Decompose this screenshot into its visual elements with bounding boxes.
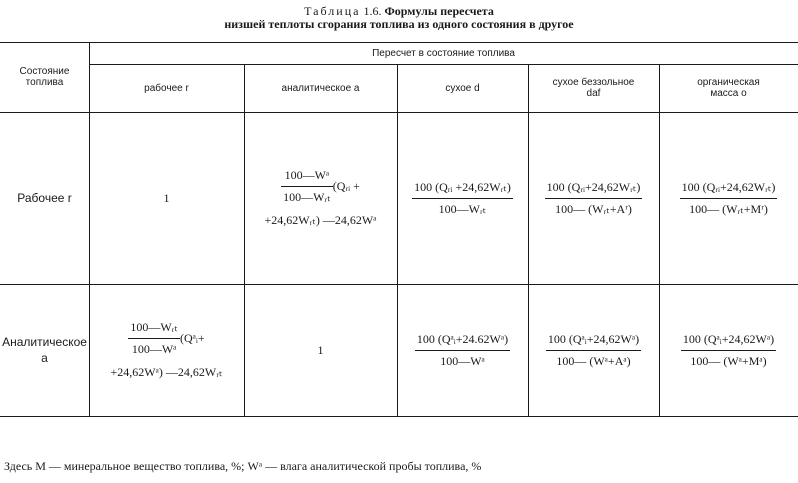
formula-denominator: 100— (Wᵣₜ+Aʳ) [555, 201, 632, 216]
header-state: Состояние топлива [19, 66, 70, 88]
formula [265, 168, 377, 228]
formula-numerator: 100 (Qᵃᵢ+24,62Wᵃ) [547, 331, 640, 346]
fraction-bar [415, 350, 510, 351]
cell-analytical-working [89, 284, 244, 416]
formula-fraction [281, 168, 333, 205]
row-label-analytical: Аналитическое a [2, 335, 87, 365]
formula-fraction [545, 180, 643, 217]
header-col-dry-ashfree: сухое беззольное daf [552, 77, 635, 99]
formula-tail: +24,62Wᵃ) —24,62Wᵣₜ [110, 365, 223, 379]
fraction-bar [128, 338, 180, 339]
formula-table [0, 40, 798, 418]
cell-working-working [89, 112, 244, 284]
formula-head: (Qᵃᵢ+ [179, 331, 205, 345]
fraction-bar [281, 186, 333, 187]
table-title: низшей теплоты сгорания топлива из одного состояния в другое [224, 17, 574, 31]
formula-denominator: 100—Wᵃ [440, 353, 485, 368]
fraction-bar [546, 350, 641, 351]
formula-fraction [415, 332, 510, 369]
formula-fraction [128, 320, 180, 357]
formula-numerator: 100—Wᵣₜ [130, 320, 178, 334]
header-group: Пересчет в состояние топлива [372, 47, 515, 59]
row-label-working: Рабочее r [17, 191, 72, 205]
cell-analytical-analytical [244, 284, 397, 416]
formula-numerator: 100 (Qᵃᵢ+24.62Wᵃ) [416, 331, 509, 346]
identity-value: 1 [317, 342, 324, 357]
formula-numerator: 100 (Qᵣᵢ +24,62Wᵣₜ) [414, 179, 511, 194]
header-col-dry: сухое d [445, 82, 480, 94]
rule-bottom [0, 416, 798, 417]
formula-head: (Qᵣᵢ + [332, 179, 360, 193]
cell-working-dry [397, 112, 528, 284]
formula-denominator: 100— (Wᵃ+Aᵃ) [556, 353, 631, 368]
fraction-bar [681, 350, 776, 351]
formula-fraction [546, 332, 641, 369]
cell-working-analytical [244, 112, 397, 284]
formula-fraction [412, 180, 513, 217]
cell-analytical-organic [659, 284, 798, 416]
formula [111, 320, 223, 380]
formula-denominator: 100—Wᵣₜ [283, 190, 331, 204]
cell-analytical-daf [528, 284, 659, 416]
formula-denominator: 100—Wᵣₜ [438, 201, 487, 216]
table-number: Таблица 1.6. Формулы пересчета [304, 4, 494, 18]
formula-numerator: 100 (Qᵃᵢ+24,62Wᵃ) [682, 331, 775, 346]
identity-value: 1 [163, 190, 170, 205]
formula-numerator: 100 (Qᵣᵢ+24,62Wᵣₜ) [546, 179, 641, 194]
header-col-working: рабочее r [144, 82, 189, 94]
header-col-analytical: аналитическое a [281, 82, 360, 94]
formula-tail: +24,62Wᵣₜ) —24,62Wᵃ [264, 213, 377, 227]
formula-numerator: 100—Wᵃ [284, 168, 330, 182]
formula-fraction [680, 180, 778, 217]
formula-numerator: 100 (Qᵣᵢ+24,62Wᵣₜ) [681, 179, 776, 194]
fraction-bar [680, 198, 778, 199]
cell-working-daf [528, 112, 659, 284]
formula-denominator: 100— (Wᵣₜ+Mʳ) [689, 201, 768, 216]
cell-analytical-dry [397, 284, 528, 416]
formula-denominator: 100—Wᵃ [131, 342, 177, 356]
header-col-organic: органическая масса o [697, 77, 760, 99]
cell-working-organic [659, 112, 798, 284]
fraction-bar [412, 198, 513, 199]
formula-denominator: 100— (Wᵃ+Mᵃ) [690, 353, 767, 368]
formula-fraction [681, 332, 776, 369]
fraction-bar [545, 198, 643, 199]
footnote: Здесь M — минеральное вещество топлива, %; Wᵃ — влага аналитической пробы топлива, % [4, 459, 482, 473]
